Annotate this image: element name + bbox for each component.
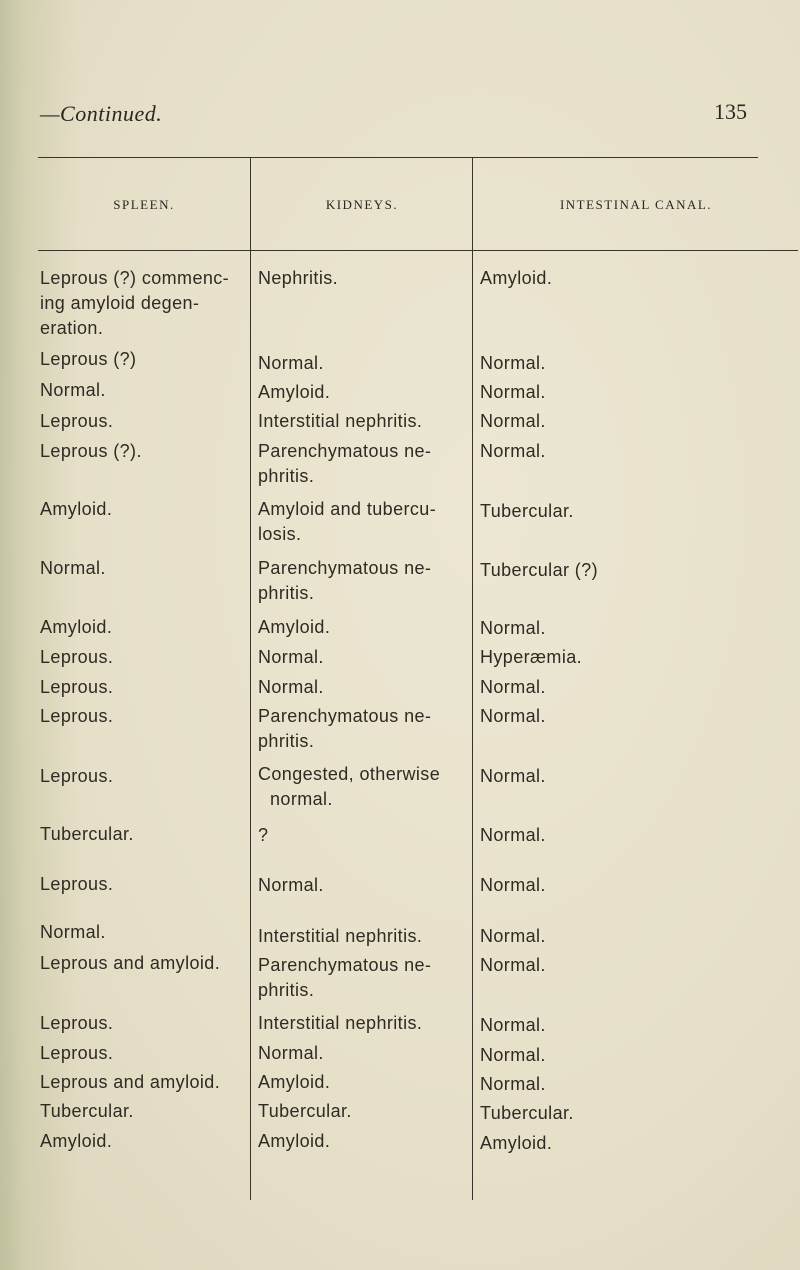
- intestinal-cell: Tubercular (?): [480, 560, 598, 580]
- kidneys-cell: Parenchymatous ne-: [258, 558, 432, 578]
- intestinal-cell: Normal.: [480, 618, 546, 638]
- intestinal-cell: Normal.: [480, 926, 546, 946]
- table-top-rule: [38, 157, 758, 158]
- spleen-cell: Leprous and amyloid.: [40, 953, 221, 973]
- kidneys-cell: Normal.: [258, 677, 324, 697]
- column-header-kidneys: KIDNEYS.: [325, 197, 399, 212]
- kidneys-cell: Amyloid.: [258, 382, 331, 402]
- page-number: 135: [714, 99, 747, 124]
- kidneys-cell: Amyloid.: [258, 617, 331, 637]
- intestinal-cell: Normal.: [480, 1015, 546, 1035]
- running-head: —Continued.: [40, 101, 163, 126]
- intestinal-cell: Normal.: [480, 766, 546, 786]
- kidneys-cell: normal.: [270, 789, 333, 809]
- spleen-cell: Normal.: [40, 922, 106, 942]
- spleen-cell: Leprous and amyloid.: [40, 1072, 221, 1092]
- kidneys-cell: phritis.: [258, 583, 315, 603]
- intestinal-cell: Normal.: [480, 1045, 546, 1065]
- spleen-cell: Leprous.: [40, 677, 114, 697]
- spleen-cell: Amyloid.: [40, 499, 113, 519]
- kidneys-cell: Normal.: [258, 1043, 324, 1063]
- spleen-cell: Leprous (?) commenc-: [40, 268, 230, 288]
- spleen-cell: Leprous.: [40, 1043, 114, 1063]
- intestinal-cell: Amyloid.: [480, 268, 553, 288]
- kidneys-cell: ?: [258, 825, 269, 845]
- kidneys-cell: Interstitial nephritis.: [258, 411, 423, 431]
- kidneys-cell: Tubercular.: [258, 1101, 352, 1121]
- kidneys-cell: phritis.: [258, 980, 315, 1000]
- kidneys-cell: losis.: [258, 524, 302, 544]
- intestinal-cell: Normal.: [480, 825, 546, 845]
- kidneys-cell: Congested, otherwise: [258, 764, 441, 784]
- intestinal-cell: Normal.: [480, 382, 546, 402]
- column-header-intestinal-canal: INTESTINAL CANAL.: [559, 197, 713, 212]
- spleen-cell: Amyloid.: [40, 617, 113, 637]
- intestinal-cell: Normal.: [480, 875, 546, 895]
- kidneys-cell: Normal.: [258, 875, 324, 895]
- spleen-cell: Normal.: [40, 558, 106, 578]
- kidneys-cell: Amyloid and tubercu-: [258, 499, 437, 519]
- spleen-cell: Leprous.: [40, 766, 114, 786]
- kidneys-cell: Parenchymatous ne-: [258, 955, 432, 975]
- intestinal-cell: Normal.: [480, 411, 546, 431]
- spleen-cell: Leprous.: [40, 647, 114, 667]
- column-divider-2: [472, 157, 473, 1200]
- spleen-cell: Leprous (?).: [40, 441, 142, 461]
- spleen-cell: Normal.: [40, 380, 106, 400]
- spleen-cell: Tubercular.: [40, 824, 134, 844]
- intestinal-cell: Normal.: [480, 353, 546, 373]
- kidneys-cell: phritis.: [258, 731, 315, 751]
- spleen-cell: Leprous.: [40, 874, 114, 894]
- intestinal-cell: Hyperæmia.: [480, 647, 583, 667]
- spleen-cell: eration.: [40, 318, 104, 338]
- intestinal-cell: Normal.: [480, 955, 546, 975]
- kidneys-cell: Nephritis.: [258, 268, 339, 288]
- intestinal-cell: Normal.: [480, 441, 546, 461]
- column-header-spleen: SPLEEN.: [113, 197, 175, 212]
- kidneys-cell: Interstitial nephritis.: [258, 1013, 423, 1033]
- spleen-cell: Leprous.: [40, 411, 114, 431]
- kidneys-cell: Parenchymatous ne-: [258, 706, 432, 726]
- intestinal-cell: Normal.: [480, 677, 546, 697]
- kidneys-cell: Interstitial nephritis.: [258, 926, 423, 946]
- kidneys-cell: Normal.: [258, 353, 324, 373]
- column-divider-1: [250, 157, 251, 1200]
- intestinal-cell: Normal.: [480, 1074, 546, 1094]
- kidneys-cell: phritis.: [258, 466, 315, 486]
- kidneys-cell: Amyloid.: [258, 1072, 331, 1092]
- intestinal-cell: Normal.: [480, 706, 546, 726]
- spleen-cell: Leprous.: [40, 1013, 114, 1033]
- intestinal-cell: Tubercular.: [480, 501, 574, 521]
- spleen-cell: Leprous.: [40, 706, 114, 726]
- kidneys-cell: Parenchymatous ne-: [258, 441, 432, 461]
- intestinal-cell: Tubercular.: [480, 1103, 574, 1123]
- spleen-cell: Leprous (?): [40, 349, 137, 369]
- intestinal-cell: Amyloid.: [480, 1133, 553, 1153]
- spleen-cell: Amyloid.: [40, 1131, 113, 1151]
- table-header-rule: [38, 250, 798, 251]
- spleen-cell: ing amyloid degen-: [40, 293, 200, 313]
- spleen-cell: Tubercular.: [40, 1101, 134, 1121]
- kidneys-cell: Amyloid.: [258, 1131, 331, 1151]
- kidneys-cell: Normal.: [258, 647, 324, 667]
